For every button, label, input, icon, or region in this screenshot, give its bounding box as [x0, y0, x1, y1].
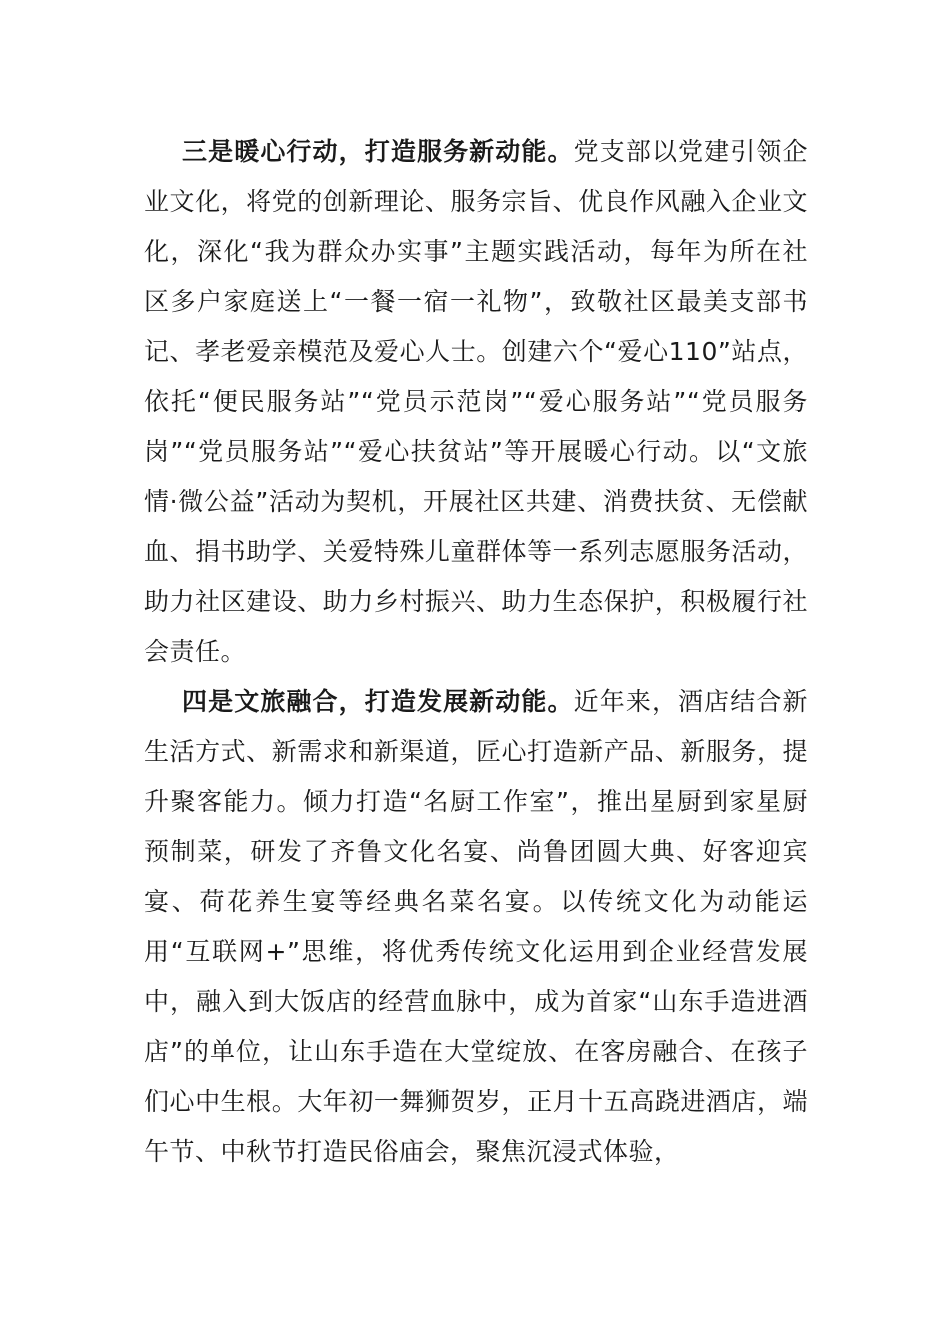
paragraph-lead-heading: 四是文旅融合，打造发展新动能。: [182, 687, 574, 716]
paragraph-warm-action: [144, 127, 808, 677]
paragraph-body-text: 党支部以党建引领企业文化，将党的创新理论、服务宗旨、优良作风融入企业文化，深化“我为群众办实事”主题实践活动，每年为所在社区多户家庭送上“一餐一宿一礼物”，致敬社区最美支部书记、孝老爱亲模范及爱心人士。创建六个“爱心110”站点，依托“便民服务站”“党员示范岗”“爱心服务站”“党员服务岗”“党员服务站”“爱心扶贫站”等开展暖心行动。以“文旅情·微公益”活动为契机，开展社区共建、消费扶贫、无偿献血、捐书助学、关爱特殊儿童群体等一系列志愿服务活动，助力社区建设、助力乡村振兴、助力生态保护，积极履行社会责任。: [144, 137, 808, 666]
paragraph-lead-heading: 三是暖心行动，打造服务新动能。: [182, 137, 574, 166]
paragraph-culture-tourism: [144, 677, 808, 1177]
paragraph-body-text: 近年来，酒店结合新生活方式、新需求和新渠道，匠心打造新产品、新服务，提升聚客能力。倾力打造“名厨工作室”，推出星厨到家星厨预制菜，研发了齐鲁文化名宴、尚鲁团圆大典、好客迎宾宴、荷花养生宴等经典名菜名宴。以传统文化为动能运用“互联网+”思维，将优秀传统文化运用到企业经营发展中，融入到大饭店的经营血脉中，成为首家“山东手造进酒店”的单位，让山东手造在大堂绽放、在客房融合、在孩子们心中生根。大年初一舞狮贺岁，正月十五高跷进酒店，端午节、中秋节打造民俗庙会，聚焦沉浸式体验，: [144, 687, 808, 1166]
document-body: [144, 127, 808, 1177]
